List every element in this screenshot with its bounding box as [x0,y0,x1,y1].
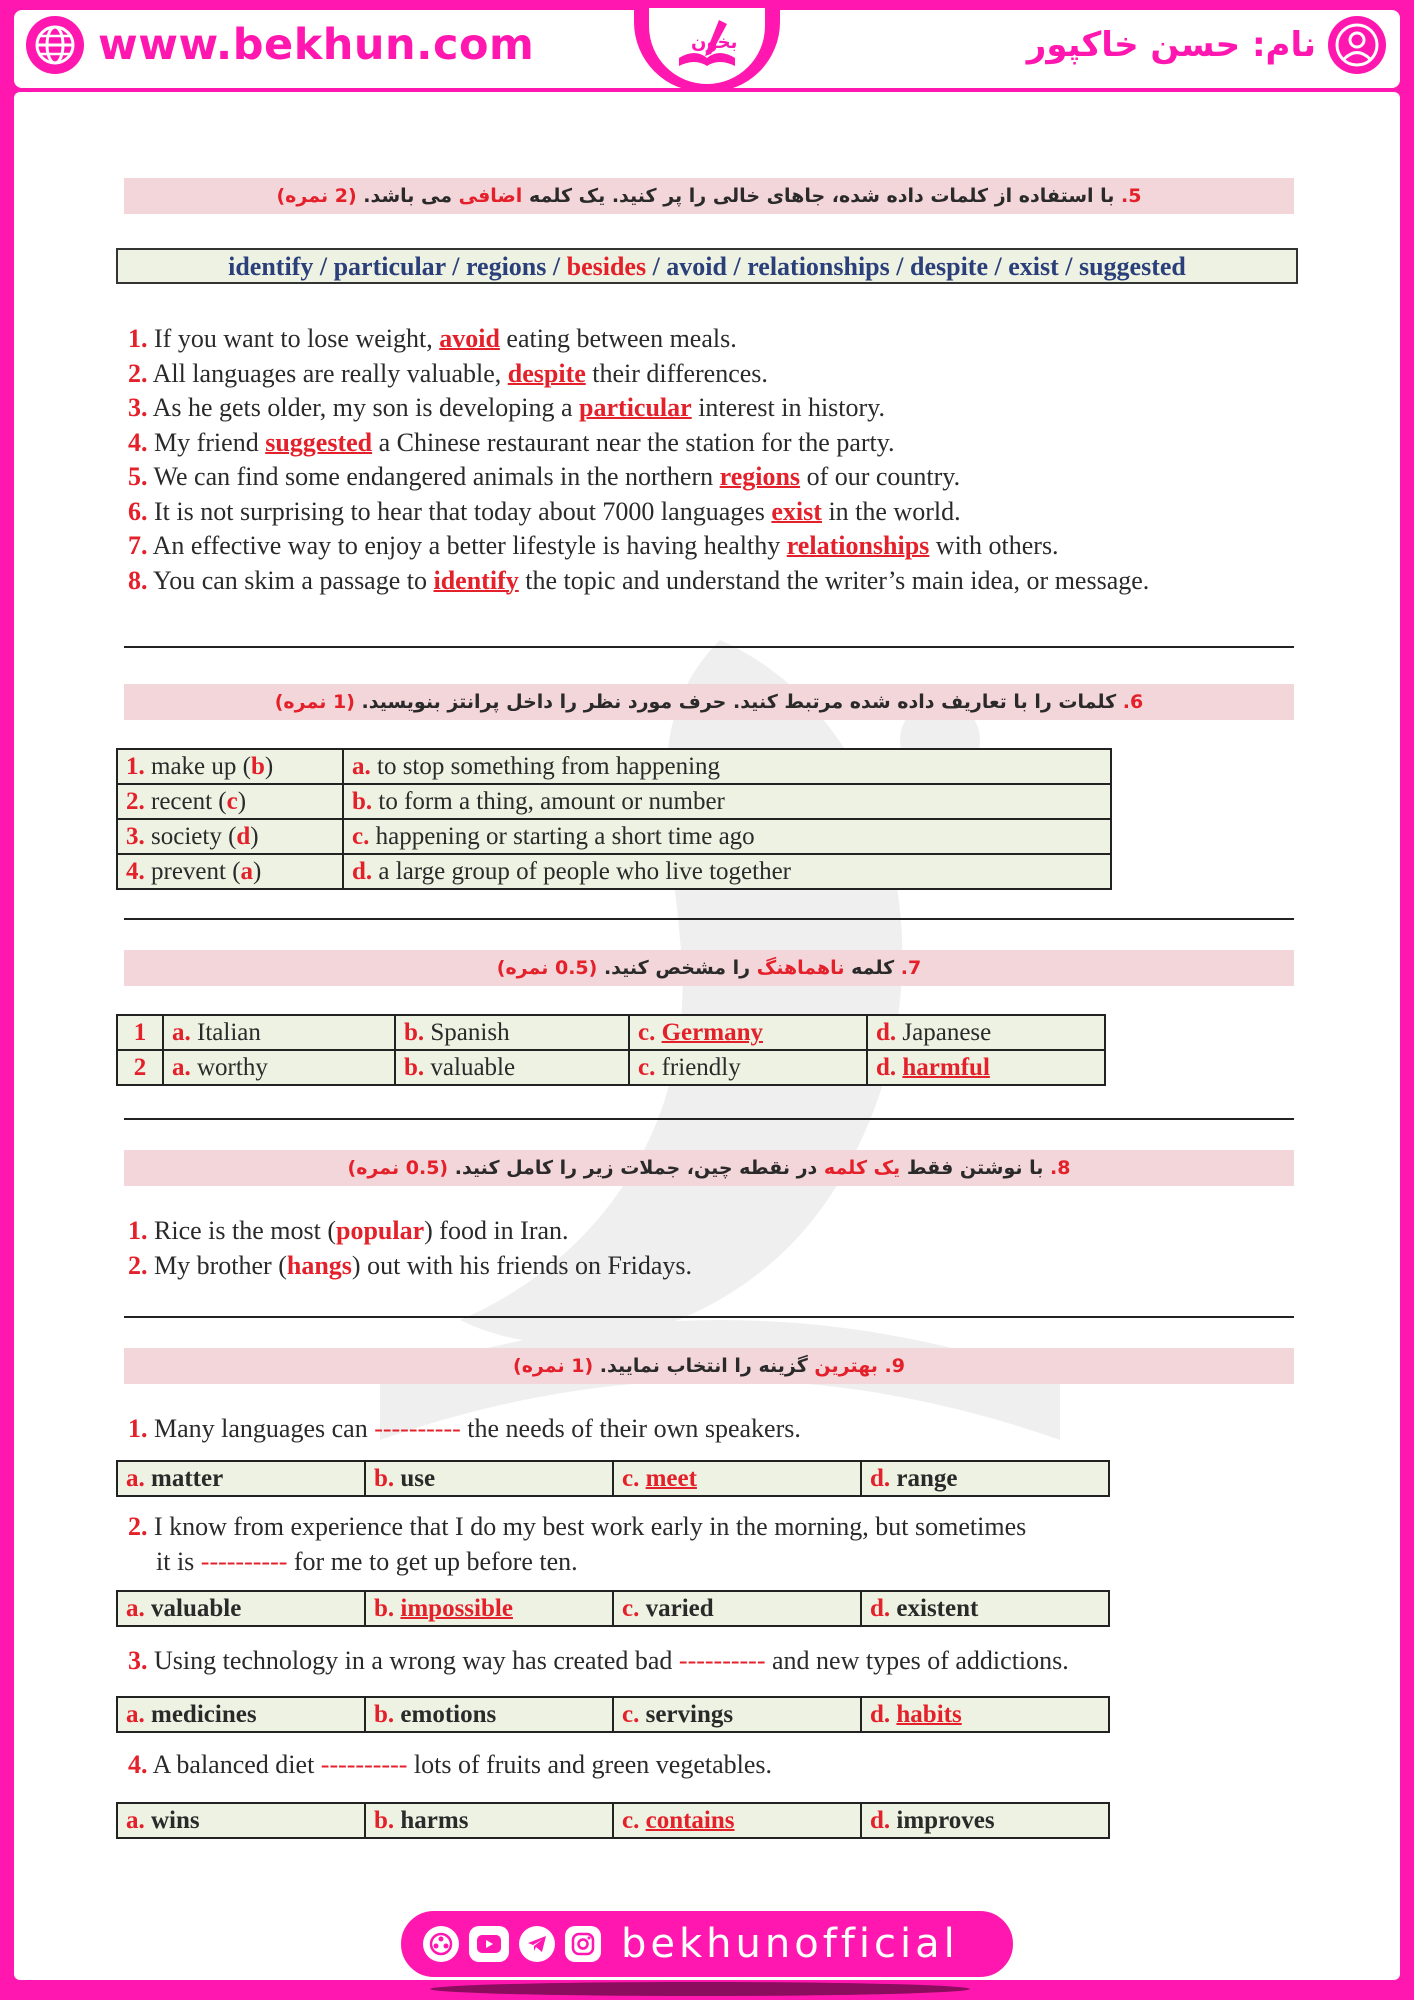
option-cell: d. Japanese [867,1015,1105,1050]
q5-title [124,178,1294,214]
youtube-icon[interactable] [469,1926,509,1962]
book-pen-icon [667,14,747,78]
option-cell-answer: d. harmful [867,1050,1105,1085]
q6-title [124,684,1294,720]
option-cell: d. range [861,1461,1109,1496]
option-cell-answer: c. contains [613,1803,861,1838]
option-cell: c. varied [613,1591,861,1626]
match-definition-cell: c. happening or starting a short time ago [343,819,1111,854]
q9-question: 1. Many languages can ---------- the needs of their own speakers. [128,1414,801,1443]
match-definition-cell: d. a large group of people who live together [343,854,1111,889]
q8-number: 8. [1050,1157,1071,1179]
option-cell-answer: c. meet [613,1461,861,1496]
table-row [117,1591,1109,1626]
q7-title-text: کلمه [851,957,895,979]
q8-title [124,1150,1294,1186]
answer-word: exist [771,496,822,526]
option-cell: a. matter [117,1461,365,1496]
q8-sentence: 1. Rice is the most (popular) food in Iran. [128,1216,569,1245]
q7-number: 7. [900,957,922,979]
q9-options [116,1590,1110,1627]
word-bank-words: identify / particular / regions / [228,252,561,281]
q9-question: 2. I know from experience that I do my best work early in the morning, but sometimes it is ---------- for me to get up before ten. [128,1512,1027,1576]
table-row [117,1015,1105,1050]
option-cell-answer: b. impossible [365,1591,613,1626]
q8-title-highlight: یک کلمه [823,1157,901,1179]
option-cell: a. medicines [117,1697,365,1732]
q7-title [124,950,1294,986]
option-cell: c. friendly [629,1050,867,1085]
option-cell: d. improves [861,1803,1109,1838]
q7-score: (0.5 نمره) [496,957,598,979]
word-bank-words-2: / avoid / relationships / despite / exist / suggested [652,252,1186,281]
table-row [117,854,1111,889]
table-row [117,1050,1105,1085]
table-row [117,819,1111,854]
camera-reel-icon[interactable] [423,1926,459,1962]
answer-word: relationships [786,531,930,560]
user-icon [1328,16,1386,74]
match-word-cell: 3. society (d) [117,819,343,854]
word-bank-extra-word: besides [566,252,647,281]
footer-shadow [430,1982,970,1996]
student-name [1027,16,1386,74]
match-definition-cell: a. to stop something from happening [343,749,1111,784]
option-cell: a. valuable [117,1591,365,1626]
q5-sentence: 4. My friend suggested a Chinese restaurant near the station for the party. [128,427,895,457]
instagram-icon[interactable] [565,1926,601,1962]
match-word-cell: 2. recent (c) [117,784,343,819]
option-cell: b. harms [365,1803,613,1838]
q8-title-text-2: در نقطه چین، جملات زیر را کامل کنید. [454,1157,818,1179]
q5-title-highlight: اضافی [458,185,523,207]
row-number: 2 [117,1050,163,1085]
q5-sentence: 6. It is not surprising to hear that today about 7000 languages exist in the world. [128,496,961,526]
q7-title-text-2: را مشخص کنید. [603,957,751,979]
option-cell: b. valuable [395,1050,629,1085]
answer-word: identify [433,565,519,595]
telegram-icon[interactable] [519,1926,555,1962]
option-cell: a. worthy [163,1050,395,1085]
q8-sentences [128,1214,1298,1283]
answer-word: suggested [265,427,373,457]
divider [124,1316,1294,1318]
name-label: نام: حسن خاکپور [1026,25,1316,65]
q9-question: 4. A balanced diet ---------- lots of fruits and green vegetables. [128,1750,772,1779]
match-definition-cell: b. to form a thing, amount or number [343,784,1111,819]
social-handle[interactable]: bekhunofficial [621,1921,959,1967]
q9-title-text: گزینه را انتخاب نمایید. [599,1355,808,1377]
q5-sentence: 5. We can find some endangered animals in the northern regions of our country. [128,462,961,491]
svg-text:بخون: بخون [691,32,738,53]
option-cell: b. Spanish [395,1015,629,1050]
globe-icon [26,16,84,74]
option-cell: a. wins [117,1803,365,1838]
site-url[interactable]: www.bekhun.com [98,20,535,70]
q9-title [124,1348,1294,1384]
table-row [117,1461,1109,1496]
matching-table [116,748,1112,890]
q5-sentence: 1. If you want to lose weight, avoid eating between meals. [128,324,737,353]
q8-score: (0.5 نمره) [347,1157,449,1179]
option-cell: b. emotions [365,1697,613,1732]
q5-sentence: 3. As he gets older, my son is developing a particular interest in history. [128,393,885,422]
logo [649,8,765,84]
odd-one-out-table [116,1014,1106,1086]
word-bank [116,248,1298,284]
answer-word: regions [719,462,801,491]
q9-number: 9. [884,1355,905,1377]
divider [124,1118,1294,1120]
option-cell-answer: d. habits [861,1697,1109,1732]
q9-score: (1 نمره) [513,1355,594,1377]
table-row [117,784,1111,819]
q9-title-highlight: بهترین [814,1355,878,1377]
answer-word: despite [507,358,586,388]
option-cell: c. servings [613,1697,861,1732]
q9-options [116,1460,1110,1497]
q5-sentence: 7. An effective way to enjoy a better lifestyle is having healthy relationships with others. [128,531,1059,560]
q6-number: 6. [1122,691,1144,713]
q9-options [116,1802,1110,1839]
q9-options [116,1696,1110,1733]
q8-sentence: 2. My brother (hangs) out with his friends on Fridays. [128,1250,693,1280]
table-row [117,749,1111,784]
q5-title-text-2: می باشد. [363,185,453,207]
match-word-cell: 1. make up (b) [117,749,343,784]
q5-score: (2 نمره) [276,185,357,207]
divider [124,918,1294,920]
q5-sentences [128,322,1298,598]
option-cell: a. Italian [163,1015,395,1050]
q7-title-highlight: ناهماهنگ [756,957,845,979]
option-cell-answer: c. Germany [629,1015,867,1050]
social-footer[interactable] [398,1908,1016,1980]
answer-word: avoid [439,324,500,353]
row-number: 1 [117,1015,163,1050]
q5-sentence: 2. All languages are really valuable, despite their differences. [128,358,768,388]
table-row [117,1697,1109,1732]
q5-title-text: با استفاده از کلمات داده شده، جاهای خالی را پر کنید. یک کلمه [528,185,1115,207]
table-row [117,1803,1109,1838]
q8-title-text: با نوشتن فقط [906,1157,1044,1179]
q6-score: (1 نمره) [274,691,355,713]
option-cell: b. use [365,1461,613,1496]
answer-word: particular [579,393,692,422]
q9-question: 3. Using technology in a wrong way has created bad ---------- and new types of addictions. [128,1646,1069,1675]
divider [124,646,1294,648]
option-cell: d. existent [861,1591,1109,1626]
match-word-cell: 4. prevent (a) [117,854,343,889]
site-link[interactable] [26,16,534,74]
q5-number: 5. [1121,185,1142,207]
q5-sentence: 8. You can skim a passage to identify the topic and understand the writer’s main idea, or message. [128,565,1150,595]
q6-title-text: کلمات را با تعاریف داده شده مرتبط کنید. حرف مورد نظر را داخل پرانتز بنویسید. [361,691,1117,713]
